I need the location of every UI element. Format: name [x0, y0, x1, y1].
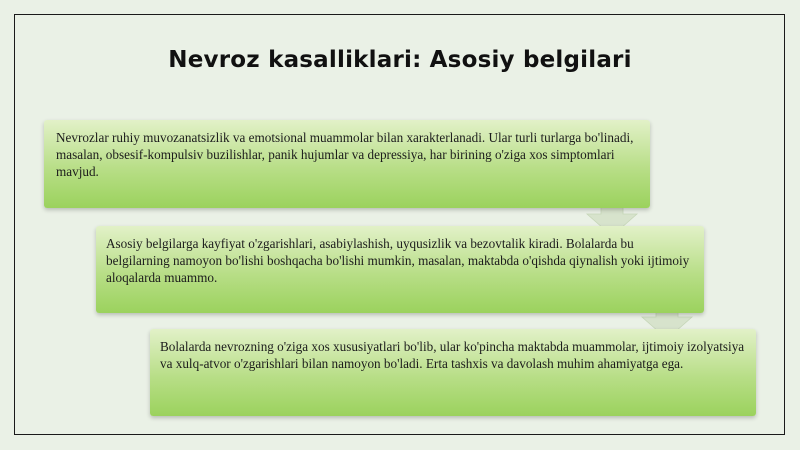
slide-title: Nevroz kasalliklari: Asosiy belgilari: [168, 47, 632, 73]
step-text-2: Asosiy belgilarga kayfiyat o'zgarishlari, asabiylashish, uyqusizlik va bezovtalik kiradi. Bolalarda bu belgilarning namoyon bo'lishi boshqacha bo'lishi mumkin, masalan, maktabda o'qishda qiynalish yoki ijtimoiy aloqalarda muammo.: [106, 236, 690, 286]
step-box-3: [150, 329, 756, 416]
step-box-2: [96, 226, 704, 313]
step-text-1: Nevrozlar ruhiy muvozanatsizlik va emotsional muammolar bilan xarakterlanadi. Ular turli turlarga bo'linadi, masalan, obsesif-kompulsiv buzilishlar, panik hujumlar va depressiya, har birining o'ziga xos simptomlari mavjud.: [56, 130, 634, 180]
step-text-3: Bolalarda nevrozning o'ziga xos xususiyatlari bo'lib, ular ko'pincha maktabda muammolar, ijtimoiy izolyatsiya va xulq-atvor o'zgarishlari bilan namoyon bo'ladi. Erta tashxis va davolash muhim ahamiyatga ega.: [160, 339, 745, 372]
step-box-1: [44, 120, 650, 208]
